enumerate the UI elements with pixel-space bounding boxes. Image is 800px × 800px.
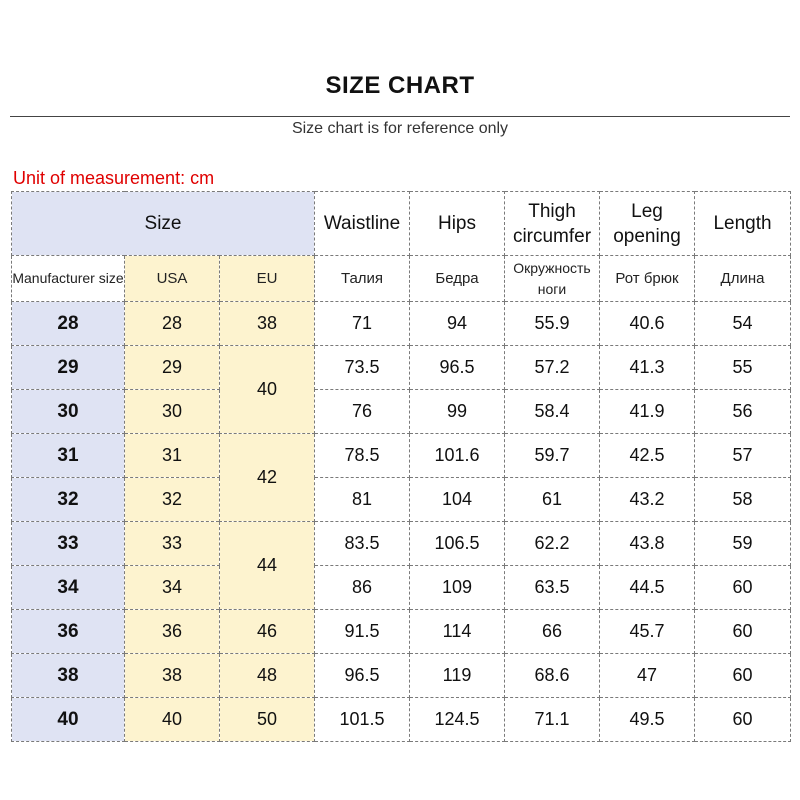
table-row (12, 434, 791, 478)
cell-eu-size: 44 (220, 522, 315, 610)
cell-leg-opening: 42.5 (600, 434, 695, 478)
page-subtitle: Size chart is for reference only (291, 120, 509, 137)
cell-length: 59 (695, 522, 791, 566)
cell-thigh: 63.5 (505, 566, 600, 610)
cell-manufacturer-size: 29 (12, 346, 125, 390)
table-row (12, 698, 791, 742)
cell-hips: 114 (410, 610, 505, 654)
cell-thigh: 58.4 (505, 390, 600, 434)
cell-length: 54 (695, 302, 791, 346)
subheader-manufacturer: Manufacturer size (12, 256, 125, 302)
cell-usa-size: 38 (125, 654, 220, 698)
cell-length: 60 (695, 654, 791, 698)
cell-eu-size: 48 (220, 654, 315, 698)
cell-usa-size: 34 (125, 566, 220, 610)
cell-length: 58 (695, 478, 791, 522)
cell-waistline: 86 (315, 566, 410, 610)
cell-manufacturer-size: 33 (12, 522, 125, 566)
cell-eu-size: 40 (220, 346, 315, 434)
cell-eu-size: 50 (220, 698, 315, 742)
cell-thigh: 71.1 (505, 698, 600, 742)
cell-leg-opening: 45.7 (600, 610, 695, 654)
cell-eu-size: 38 (220, 302, 315, 346)
subheader-thigh-ru: Окружность ноги (505, 256, 600, 302)
cell-leg-opening: 47 (600, 654, 695, 698)
title-divider (10, 116, 790, 117)
cell-usa-size: 29 (125, 346, 220, 390)
cell-waistline: 81 (315, 478, 410, 522)
size-header: Size (12, 192, 315, 256)
cell-thigh: 66 (505, 610, 600, 654)
cell-hips: 94 (410, 302, 505, 346)
col-header-thigh: Thigh circumfer (505, 192, 600, 256)
cell-usa-size: 40 (125, 698, 220, 742)
cell-hips: 104 (410, 478, 505, 522)
cell-waistline: 71 (315, 302, 410, 346)
cell-hips: 99 (410, 390, 505, 434)
cell-thigh: 55.9 (505, 302, 600, 346)
table-row (12, 522, 791, 566)
subheader-hips-ru: Бедра (410, 256, 505, 302)
header-row (12, 192, 791, 256)
col-header-hips: Hips (410, 192, 505, 256)
subheader-leg-ru: Рот брюк (600, 256, 695, 302)
table-row (12, 302, 791, 346)
cell-waistline: 96.5 (315, 654, 410, 698)
cell-manufacturer-size: 34 (12, 566, 125, 610)
cell-thigh: 61 (505, 478, 600, 522)
cell-usa-size: 32 (125, 478, 220, 522)
cell-manufacturer-size: 28 (12, 302, 125, 346)
cell-waistline: 83.5 (315, 522, 410, 566)
cell-waistline: 76 (315, 390, 410, 434)
cell-manufacturer-size: 40 (12, 698, 125, 742)
table-row (12, 346, 791, 390)
table-row (12, 654, 791, 698)
cell-leg-opening: 41.9 (600, 390, 695, 434)
cell-length: 56 (695, 390, 791, 434)
col-header-waistline: Waistline (315, 192, 410, 256)
size-chart-table (11, 191, 791, 742)
subheader-length-ru: Длина (695, 256, 791, 302)
cell-eu-size: 46 (220, 610, 315, 654)
cell-thigh: 68.6 (505, 654, 600, 698)
col-header-leg-opening: Leg opening (600, 192, 695, 256)
cell-waistline: 101.5 (315, 698, 410, 742)
cell-manufacturer-size: 38 (12, 654, 125, 698)
cell-manufacturer-size: 30 (12, 390, 125, 434)
cell-eu-size: 42 (220, 434, 315, 522)
cell-thigh: 57.2 (505, 346, 600, 390)
table-row (12, 390, 791, 434)
cell-hips: 124.5 (410, 698, 505, 742)
page-title: SIZE CHART (325, 72, 475, 99)
cell-length: 60 (695, 610, 791, 654)
cell-length: 55 (695, 346, 791, 390)
cell-thigh: 62.2 (505, 522, 600, 566)
table-row (12, 566, 791, 610)
table-row (12, 610, 791, 654)
cell-hips: 109 (410, 566, 505, 610)
cell-waistline: 73.5 (315, 346, 410, 390)
cell-leg-opening: 44.5 (600, 566, 695, 610)
cell-leg-opening: 41.3 (600, 346, 695, 390)
unit-note: Unit of measurement: cm (13, 168, 215, 188)
cell-usa-size: 28 (125, 302, 220, 346)
subheader-usa: USA (125, 256, 220, 302)
cell-manufacturer-size: 31 (12, 434, 125, 478)
subheader-waist-ru: Талия (315, 256, 410, 302)
cell-usa-size: 31 (125, 434, 220, 478)
cell-hips: 101.6 (410, 434, 505, 478)
col-header-length: Length (695, 192, 791, 256)
cell-length: 60 (695, 698, 791, 742)
cell-usa-size: 33 (125, 522, 220, 566)
cell-hips: 119 (410, 654, 505, 698)
cell-usa-size: 36 (125, 610, 220, 654)
cell-length: 57 (695, 434, 791, 478)
cell-leg-opening: 43.2 (600, 478, 695, 522)
subheader-row (12, 256, 791, 302)
cell-length: 60 (695, 566, 791, 610)
cell-waistline: 78.5 (315, 434, 410, 478)
cell-manufacturer-size: 36 (12, 610, 125, 654)
cell-usa-size: 30 (125, 390, 220, 434)
table-row (12, 478, 791, 522)
cell-hips: 96.5 (410, 346, 505, 390)
cell-hips: 106.5 (410, 522, 505, 566)
cell-leg-opening: 40.6 (600, 302, 695, 346)
subheader-eu: EU (220, 256, 315, 302)
cell-thigh: 59.7 (505, 434, 600, 478)
cell-leg-opening: 49.5 (600, 698, 695, 742)
cell-waistline: 91.5 (315, 610, 410, 654)
cell-manufacturer-size: 32 (12, 478, 125, 522)
cell-leg-opening: 43.8 (600, 522, 695, 566)
